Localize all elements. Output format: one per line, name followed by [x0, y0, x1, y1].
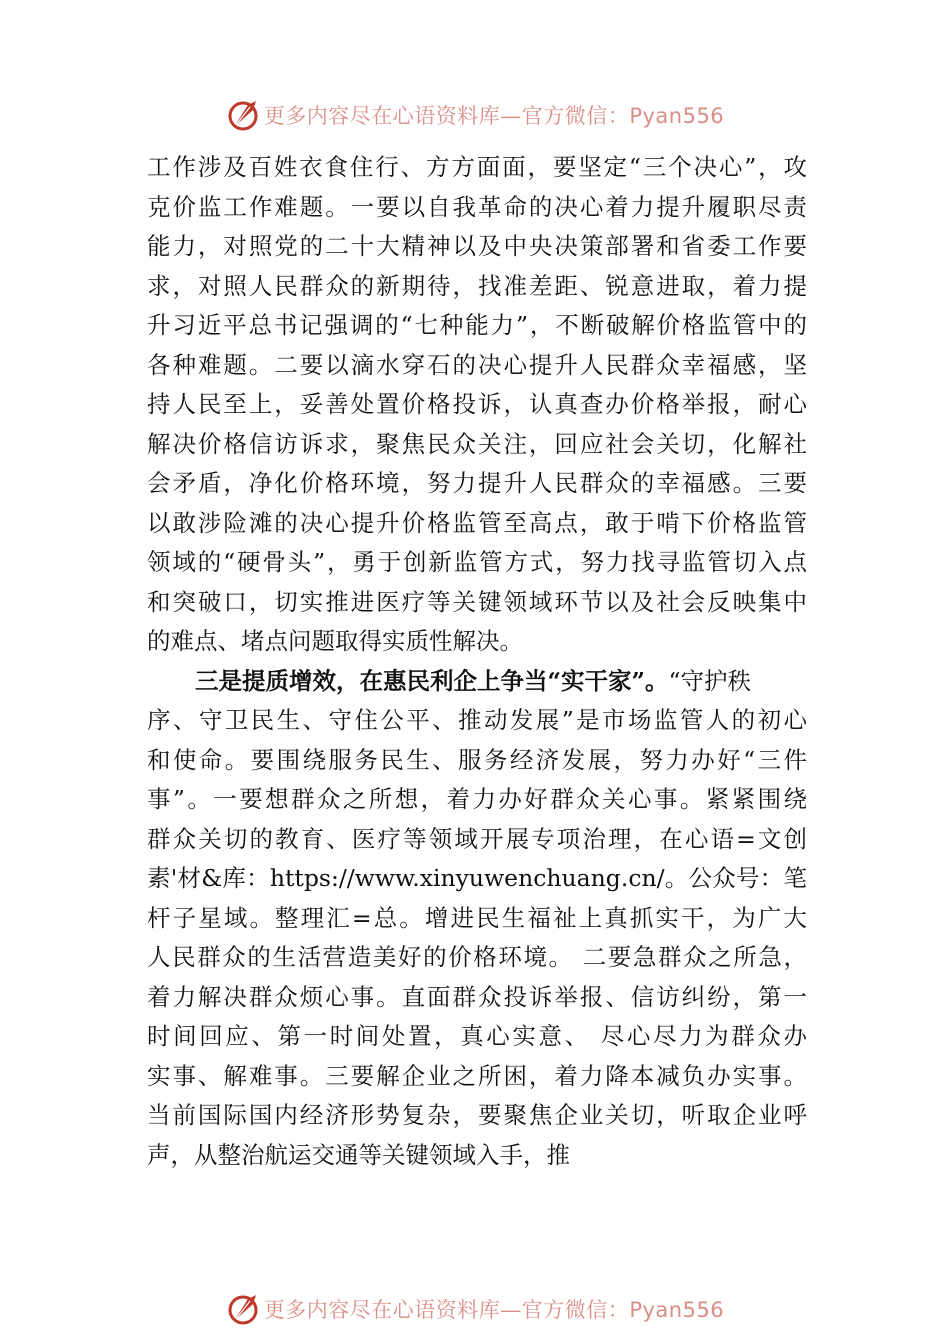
text-line: 声，从整治航运交通等关键领域入手，推 [147, 1140, 570, 1169]
text-line: 持人民至上，妥善处置价格投诉，认真查办价格举报，耐心 [147, 390, 807, 418]
banner-label: 更多内容尽在心语资料库—官方微信： [263, 104, 630, 128]
text-line: 以敢涉险滩的决心提升价格监管至高点，敢于啃下价格监管 [147, 508, 807, 537]
text-line: 当前国际国内经济形势复杂，要聚焦企业关切，听取企业呼 [147, 1101, 807, 1129]
banner-label: 更多内容尽在心语资料库—官方微信： [263, 1298, 630, 1322]
text-line: 各种难题。二要以滴水穿石的决心提升人民群众幸福感，坚 [147, 350, 807, 379]
text-line: 时间回应、第一时间处置，真心实意、 尽心尽力为群众办 [147, 1022, 807, 1050]
heading-continuation: “守护秩 [668, 666, 752, 695]
text-line: 着力解决群众烦心事。直面群众投诉举报、信访纠纷，第一 [147, 982, 807, 1011]
text-line: 升习近平总书记强调的“七种能力”，不断破解价格监管中的 [147, 311, 807, 339]
text-line: 解决价格信访诉求，聚焦民众关注，回应社会关切，化解社 [147, 429, 807, 458]
text-line: 的难点、堵点问题取得实质性解决。 [147, 627, 523, 655]
text-line: 和突破口，切实推进医疗等关键领域环节以及社会反映集中 [147, 587, 807, 616]
text-line: 群众关切的教育、医疗等领域开展专项治理，在心语=文创 [147, 824, 807, 853]
quill-pen-logo-icon [226, 1291, 262, 1327]
banner-wechat-id: Pyan556 [629, 104, 725, 128]
banner-text [264, 1294, 724, 1324]
header-banner [0, 92, 950, 138]
quill-pen-logo-icon [226, 97, 262, 133]
text-line: 克价监工作难题。一要以自我革命的决心着力提升履职尽责 [147, 192, 807, 221]
text-line: 杆子星域。整理汇=总。增进民生福祉上真抓实干，为广大 [147, 903, 807, 932]
footer-banner [0, 1286, 950, 1332]
text-line: 和使命。要围绕服务民生、服务经济发展，努力办好“三件 [147, 745, 807, 774]
text-line: 能力，对照党的二十大精神以及中央决策部署和省委工作要 [147, 232, 807, 260]
text-line: 会矛盾，净化价格环境，努力提升人民群众的幸福感。三要 [147, 469, 807, 497]
text-line: 人民群众的生活营造美好的价格环境。 二要急群众之所急， [147, 943, 807, 971]
text-line: 领域的“硬骨头”，勇于创新监管方式，努力找寻监管切入点 [147, 548, 807, 576]
text-line: 素'材&库：https://www.xinyuwenchuang.cn/。公众号：笔 [147, 864, 807, 892]
section-heading: 三是提质增效，在惠民利企上争当“实干家”。 [195, 666, 669, 695]
document-body [147, 148, 807, 1175]
text-line: 求，对照人民群众的新期待，找准差距、锐意进取，着力提 [147, 271, 807, 300]
text-line: 实事、解难事。三要解企业之所困，着力降本减负办实事。 [147, 1061, 807, 1090]
banner-text [264, 100, 724, 130]
text-line: 事”。一要想群众之所想，着力办好群众关心事。紧紧围绕 [147, 785, 807, 813]
text-line: 工作涉及百姓衣食住行、方方面面，要坚定“三个决心”，攻 [147, 153, 807, 181]
section-heading-line [147, 662, 807, 702]
text-line: 序、守卫民生、守住公平、推动发展”是市场监管人的初心 [147, 706, 807, 734]
banner-wechat-id: Pyan556 [629, 1298, 725, 1322]
